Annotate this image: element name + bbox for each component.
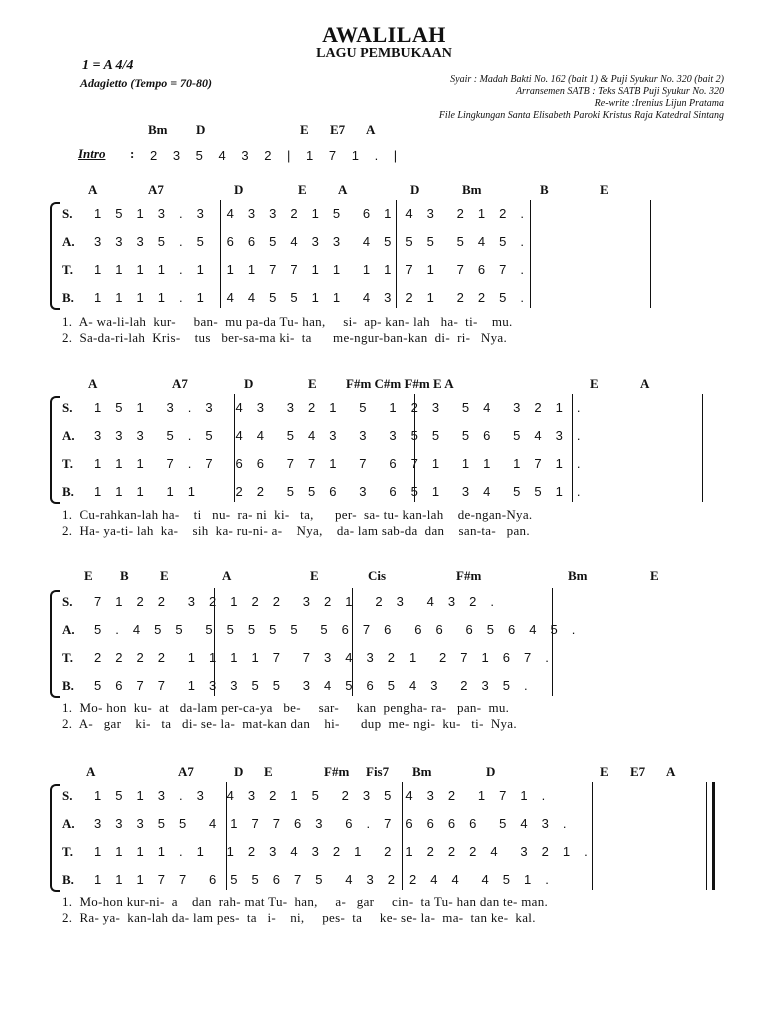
system-brace bbox=[50, 590, 60, 698]
voice-notes: 5 6 7 7 1 3 3 5 5 3 4 5 6 5 4 3 2 3 5 . bbox=[94, 678, 533, 693]
voice-label: A. bbox=[62, 428, 75, 443]
chord: Cis bbox=[368, 568, 387, 583]
credit-line: Syair : Madah Bakti No. 162 (bait 1) & Puji Syukur No. 320 (bait 2) bbox=[450, 74, 724, 85]
lyric-line: 1. Mo-hon kur-ni- a dan rah- mat Tu- han, a- gar cin- ta Tu- han dan te- man. bbox=[62, 894, 549, 909]
lyric-line: 2. A- gar ki- ta di- se- la- mat-kan dan hi- dup me- ngi- ku- ti- Nya. bbox=[62, 716, 517, 731]
voice-notes: 3 3 3 5 . 5 4 4 5 4 3 3 3 5 5 5 6 5 4 3 . bbox=[94, 428, 586, 443]
voice-label: A. bbox=[62, 622, 75, 637]
barline bbox=[702, 394, 703, 502]
chord: E7 bbox=[630, 764, 646, 779]
lyric-line: 2. Sa-da-ri-lah Kris- tus ber-sa-ma ki- ta me-ngur-ban-kan di- ri- Nya. bbox=[62, 330, 507, 345]
voice-label: B. bbox=[62, 290, 74, 305]
system-1-chords bbox=[0, 182, 768, 200]
chord: E bbox=[84, 568, 93, 583]
system-brace bbox=[50, 202, 60, 310]
chord: A bbox=[338, 182, 348, 197]
chord: D bbox=[234, 764, 244, 779]
voice-notes: 1 1 1 1 . 1 1 2 3 4 3 2 1 2 1 2 2 2 4 3 2 1 . bbox=[94, 844, 593, 859]
chord: A bbox=[366, 122, 376, 137]
system-brace bbox=[50, 784, 60, 892]
voice-label: B. bbox=[62, 678, 74, 693]
chord: Bm bbox=[462, 182, 482, 197]
voice-notes: 1 5 1 3 . 3 4 3 3 2 1 5 6 1 4 3 2 1 2 . bbox=[94, 206, 530, 221]
intro-chords bbox=[0, 122, 768, 140]
chord: E bbox=[264, 764, 273, 779]
voice-notes: 3 3 3 5 . 5 6 6 5 4 3 3 4 5 5 5 5 4 5 . bbox=[94, 234, 530, 249]
voice-label: S. bbox=[62, 400, 73, 415]
chord: A bbox=[222, 568, 232, 583]
chord: A bbox=[86, 764, 96, 779]
credit-line: Re-write :Irenius Lijun Pratama bbox=[594, 98, 724, 109]
chord: E bbox=[298, 182, 307, 197]
chord: E bbox=[308, 376, 317, 391]
key-signature: 1 = A 4/4 bbox=[82, 58, 134, 73]
chord: F#m bbox=[324, 764, 350, 779]
chord: D bbox=[244, 376, 254, 391]
chord: E bbox=[600, 764, 609, 779]
score-system-4 bbox=[40, 782, 722, 894]
system-4-chords bbox=[0, 764, 768, 782]
song-title: AWALILAH bbox=[322, 22, 446, 47]
chord: A bbox=[88, 376, 98, 391]
chord: D bbox=[486, 764, 496, 779]
voice-label: S. bbox=[62, 788, 73, 803]
chord: A bbox=[666, 764, 676, 779]
chord: E7 bbox=[330, 122, 346, 137]
barline bbox=[650, 200, 651, 308]
voice-label: B. bbox=[62, 484, 74, 499]
chord: Bm bbox=[568, 568, 588, 583]
barline bbox=[530, 200, 531, 308]
lyric-line: 2. Ra- ya- kan-lah da- lam pes- ta i- ni, pes- ta ke- se- la- ma- tan ke- kal. bbox=[62, 910, 536, 925]
chord: D bbox=[196, 122, 206, 137]
chord: F#m C#m F#m E A bbox=[346, 376, 454, 391]
voice-label: B. bbox=[62, 872, 74, 887]
chord: A bbox=[640, 376, 650, 391]
chord: A7 bbox=[148, 182, 164, 197]
chord: A7 bbox=[172, 376, 188, 391]
voice-notes: 1 1 1 1 1 2 2 5 5 6 3 6 5 1 3 4 5 5 1 . bbox=[94, 484, 586, 499]
voice-label: T. bbox=[62, 650, 73, 665]
chord: A bbox=[88, 182, 98, 197]
score-system-3 bbox=[40, 588, 722, 700]
chord: E bbox=[650, 568, 659, 583]
voice-label: T. bbox=[62, 844, 73, 859]
chord: E bbox=[600, 182, 609, 197]
voice-notes: 7 1 2 2 3 2 1 2 2 3 2 1 2 3 4 3 2 . bbox=[94, 594, 500, 609]
chord: D bbox=[234, 182, 244, 197]
chord: D bbox=[410, 182, 420, 197]
chord: B bbox=[120, 568, 129, 583]
voice-label: A. bbox=[62, 816, 75, 831]
intro-notes: 2 3 5 4 3 2 | 1 7 1 . | bbox=[150, 148, 404, 163]
lyric-line: 1. Cu-rahkan-lah ha- ti nu- ra- ni ki- ta, per- sa- tu- kan-lah de-ngan-Nya. bbox=[62, 507, 533, 522]
chord: E bbox=[590, 376, 599, 391]
voice-label: T. bbox=[62, 262, 73, 277]
score-system-2 bbox=[40, 394, 722, 506]
intro-label: Intro bbox=[78, 146, 106, 161]
voice-notes: 1 1 1 7 7 6 5 5 6 7 5 4 3 2 2 4 4 4 5 1 . bbox=[94, 872, 555, 887]
final-barline bbox=[712, 782, 715, 890]
tempo-marking: Adagietto (Tempo = 70-80) bbox=[80, 76, 213, 90]
voice-notes: 5 . 4 5 5 5 5 5 5 5 5 6 7 6 6 6 6 5 6 4 5 . bbox=[94, 622, 581, 637]
lyric-line: 1. Mo- hon ku- at da-lam per-ca-ya be- sar- kan pengha- ra- pan- mu. bbox=[62, 700, 510, 715]
chord: F#m bbox=[456, 568, 482, 583]
system-brace bbox=[50, 396, 60, 504]
score-system-1 bbox=[40, 200, 722, 312]
credits-block bbox=[439, 74, 724, 122]
voice-notes: 3 3 3 5 5 4 1 7 7 6 3 6 . 7 6 6 6 6 5 4 3 . bbox=[94, 816, 572, 831]
voice-notes: 1 1 1 7 . 7 6 6 7 7 1 7 6 7 1 1 1 1 7 1 . bbox=[94, 456, 586, 471]
chord: Fis7 bbox=[366, 764, 390, 779]
chord: E bbox=[300, 122, 309, 137]
intro-colon: : bbox=[130, 146, 135, 161]
voice-notes: 1 1 1 1 . 1 1 1 7 7 1 1 1 1 7 1 7 6 7 . bbox=[94, 262, 530, 277]
voice-label: T. bbox=[62, 456, 73, 471]
credit-line: File Lingkungan Santa Elisabeth Paroki Kristus Raja Katedral Sintang bbox=[438, 110, 724, 121]
system-2-chords bbox=[0, 376, 768, 394]
chord: A7 bbox=[178, 764, 194, 779]
chord: B bbox=[540, 182, 549, 197]
voice-label: S. bbox=[62, 206, 73, 221]
song-subtitle: LAGU PEMBUKAAN bbox=[316, 46, 452, 61]
chord: Bm bbox=[412, 764, 432, 779]
voice-label: A. bbox=[62, 234, 75, 249]
lyric-line: 1. A- wa-li-lah kur- ban- mu pa-da Tu- han, si- ap- kan- lah ha- ti- mu. bbox=[62, 314, 513, 329]
barline bbox=[706, 782, 707, 890]
barline bbox=[592, 782, 593, 890]
voice-notes: 1 5 1 3 . 3 4 3 3 2 1 5 1 2 3 5 4 3 2 1 . bbox=[94, 400, 586, 415]
chord: E bbox=[310, 568, 319, 583]
system-3-chords bbox=[0, 568, 768, 586]
chord: E bbox=[160, 568, 169, 583]
voice-label: S. bbox=[62, 594, 73, 609]
lyric-line: 2. Ha- ya-ti- lah ka- sih ka- ru-ni- a- Nya, da- lam sab-da dan san-ta- pan. bbox=[62, 523, 530, 538]
voice-notes: 1 5 1 3 . 3 4 3 2 1 5 2 3 5 4 3 2 1 7 1 . bbox=[94, 788, 551, 803]
voice-notes: 1 1 1 1 . 1 4 4 5 5 1 1 4 3 2 1 2 2 5 . bbox=[94, 290, 530, 305]
voice-notes: 2 2 2 2 1 1 1 1 7 7 3 4 3 2 1 2 7 1 6 7 . bbox=[94, 650, 555, 665]
credit-line: Arransemen SATB : Teks SATB Puji Syukur No. 320 bbox=[515, 86, 724, 97]
barline bbox=[552, 588, 553, 696]
chord: Bm bbox=[148, 122, 168, 137]
